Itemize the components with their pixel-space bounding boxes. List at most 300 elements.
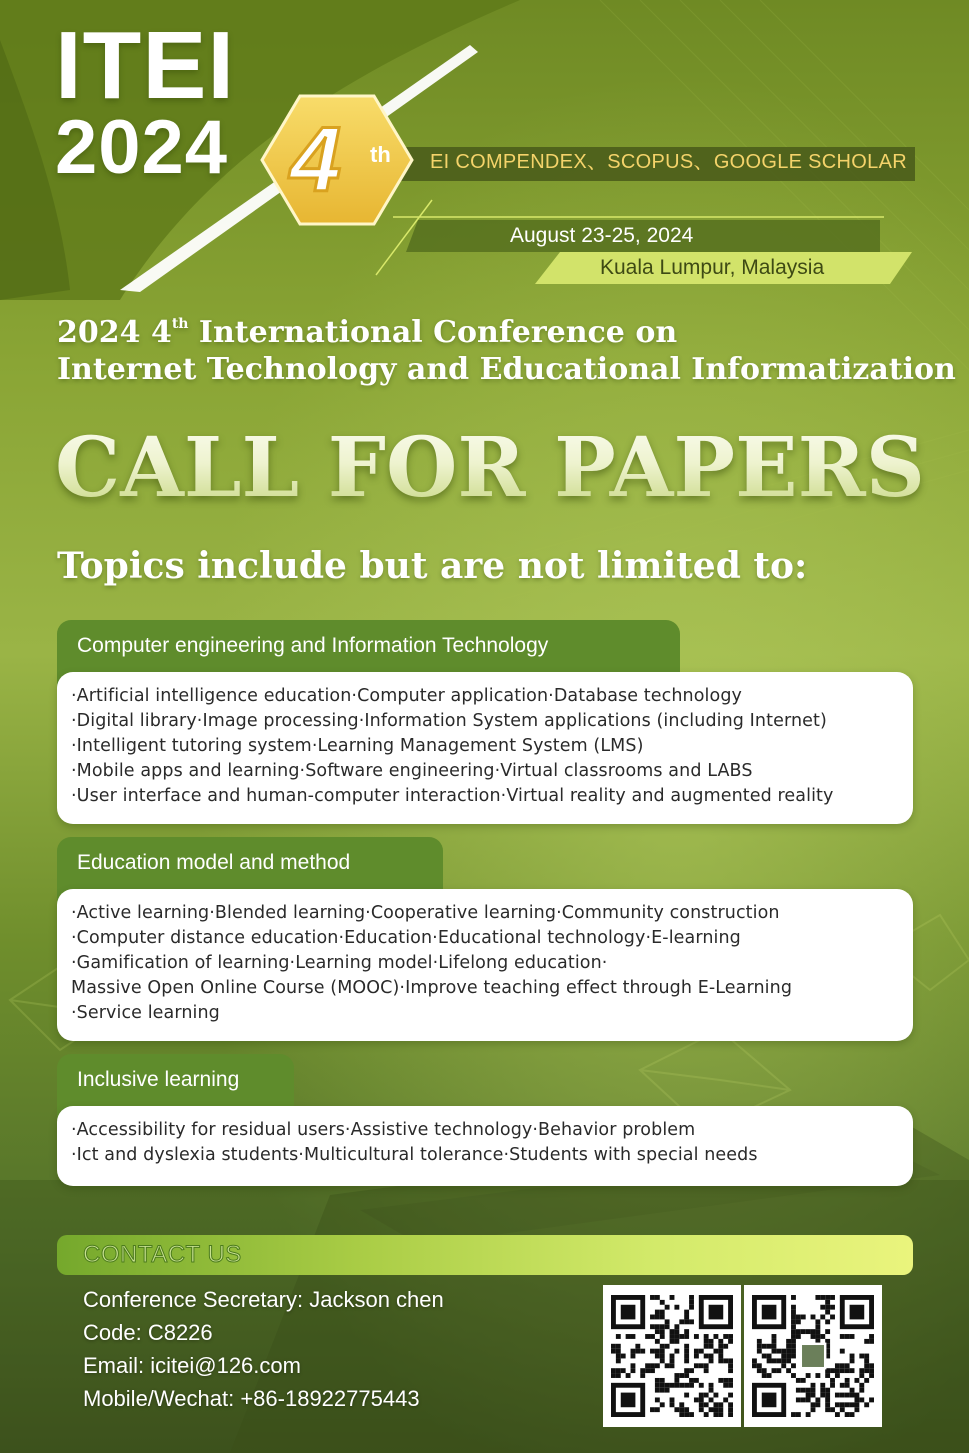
topic-line: ·Artificial intelligence education·Computer application·Database technology — [71, 686, 742, 706]
qr-module — [811, 1407, 816, 1412]
qr-module — [718, 1354, 723, 1359]
indexing-text: EI COMPENDEX、SCOPUS、GOOGLE SCHOLAR — [430, 151, 907, 173]
qr-module — [820, 1334, 825, 1339]
qr-module — [616, 1344, 621, 1349]
qr-module — [655, 1349, 660, 1354]
qr-module — [811, 1402, 816, 1407]
qr-module — [709, 1339, 714, 1344]
qr-module — [616, 1358, 621, 1363]
qr-module — [665, 1383, 670, 1388]
qr-module — [830, 1383, 835, 1388]
qr-module — [728, 1402, 733, 1407]
qr-module — [723, 1334, 728, 1339]
qr-module — [709, 1388, 714, 1393]
qr-module — [786, 1339, 791, 1344]
qr-module — [670, 1295, 675, 1300]
qr-module — [840, 1402, 845, 1407]
qr-module — [670, 1383, 675, 1388]
qr-module — [621, 1368, 626, 1373]
qr-module — [772, 1344, 777, 1349]
qr-module — [859, 1397, 864, 1402]
qr-module — [728, 1393, 733, 1398]
qr-module — [670, 1358, 675, 1363]
qr-module — [830, 1315, 835, 1320]
qr-module — [616, 1373, 621, 1378]
qr-module — [854, 1378, 859, 1383]
qr-module — [718, 1349, 723, 1354]
qr-module — [869, 1334, 874, 1339]
qr-module — [674, 1349, 679, 1354]
qr-module — [679, 1407, 684, 1412]
contact-email[interactable]: Email: icitei@126.com — [83, 1353, 301, 1378]
qr-module — [689, 1383, 694, 1388]
qr-module — [640, 1368, 645, 1373]
qr-module — [611, 1349, 616, 1354]
qr-module — [850, 1358, 855, 1363]
topics-intro: Topics include but are not limited to: — [57, 545, 808, 587]
qr-module — [611, 1344, 616, 1349]
contact-code: Code: C8226 — [83, 1320, 213, 1345]
qr-module — [840, 1349, 845, 1354]
qr-module — [845, 1393, 850, 1398]
qr-module — [811, 1383, 816, 1388]
qr-module — [825, 1305, 830, 1310]
qr-module — [713, 1407, 718, 1412]
qr-module — [684, 1310, 689, 1315]
qr-module — [611, 1373, 616, 1378]
qr-module — [718, 1358, 723, 1363]
qr-module — [640, 1373, 645, 1378]
qr-module — [791, 1324, 796, 1329]
topic-line: ·Digital library·Image processing·Information System applications (including Internet) — [71, 711, 827, 731]
qr-module — [684, 1315, 689, 1320]
qr-module — [684, 1319, 689, 1324]
qr-module — [718, 1344, 723, 1349]
qr-module — [718, 1378, 723, 1383]
qr-module — [645, 1368, 650, 1373]
qr-module — [728, 1363, 733, 1368]
qr-module — [820, 1383, 825, 1388]
qr-module — [684, 1368, 689, 1373]
qr-module — [825, 1310, 830, 1315]
qr-module — [704, 1368, 709, 1373]
qr-module — [864, 1363, 869, 1368]
qr-module — [650, 1334, 655, 1339]
qr-module — [635, 1344, 640, 1349]
qr-module — [845, 1402, 850, 1407]
qr-module — [665, 1305, 670, 1310]
qr-module — [713, 1393, 718, 1398]
qr-module — [699, 1397, 704, 1402]
edition-suffix: th — [370, 142, 391, 167]
qr-module — [864, 1354, 869, 1359]
conference-date: August 23-25, 2024 — [510, 224, 694, 247]
qr-module — [845, 1378, 850, 1383]
qr-module — [825, 1373, 830, 1378]
qr-module — [655, 1339, 660, 1344]
qr-module — [655, 1383, 660, 1388]
qr-module — [655, 1329, 660, 1334]
qr-module — [840, 1393, 845, 1398]
qr-module — [845, 1363, 850, 1368]
qr-module — [655, 1388, 660, 1393]
qr-module — [660, 1310, 665, 1315]
qr-module — [684, 1334, 689, 1339]
qr-module — [684, 1373, 689, 1378]
qr-module — [616, 1334, 621, 1339]
qr-module — [845, 1383, 850, 1388]
qr-module — [704, 1339, 709, 1344]
qr-finder — [621, 1305, 636, 1320]
qr-module — [854, 1393, 859, 1398]
qr-module — [815, 1295, 820, 1300]
qr-module — [679, 1373, 684, 1378]
qr-module — [815, 1324, 820, 1329]
qr-module — [801, 1388, 806, 1393]
qr-module — [679, 1383, 684, 1388]
qr-module — [786, 1344, 791, 1349]
qr-module — [859, 1383, 864, 1388]
qr-module — [631, 1368, 636, 1373]
qr-module — [850, 1368, 855, 1373]
qr-module — [650, 1349, 655, 1354]
topic-line: ·Ict and dyslexia students·Multicultural tolerance·Students with special needs — [71, 1145, 758, 1165]
qr-module — [796, 1334, 801, 1339]
qr-module — [825, 1397, 830, 1402]
qr-module — [864, 1339, 869, 1344]
qr-module — [660, 1354, 665, 1359]
qr-module — [674, 1407, 679, 1412]
qr-module — [850, 1402, 855, 1407]
topic-line: ·Intelligent tutoring system·Learning Management System (LMS) — [71, 736, 644, 756]
qr-module — [626, 1334, 631, 1339]
qr-module — [645, 1334, 650, 1339]
qr-module — [665, 1324, 670, 1329]
topic-line: Massive Open Online Course (MOOC)·Improve teaching effect through E-Learning — [71, 978, 793, 998]
qr-module — [806, 1412, 811, 1417]
qr-module — [689, 1368, 694, 1373]
qr-module — [791, 1295, 796, 1300]
qr-module — [728, 1334, 733, 1339]
qr-module — [796, 1412, 801, 1417]
qr-module — [704, 1344, 709, 1349]
topic-line: ·Active learning·Blended learning·Cooperative learning·Community construction — [71, 903, 780, 923]
section-box-education-model — [57, 889, 913, 1041]
qr-code-icon — [611, 1293, 733, 1419]
qr-module — [723, 1378, 728, 1383]
qr-module — [757, 1344, 762, 1349]
qr-module — [850, 1354, 855, 1359]
qr-module — [699, 1349, 704, 1354]
qr-module — [781, 1363, 786, 1368]
qr-module — [655, 1363, 660, 1368]
qr-module — [655, 1310, 660, 1315]
qr-finder — [621, 1393, 636, 1408]
qr-module — [840, 1363, 845, 1368]
qr-module — [611, 1368, 616, 1373]
qr-module — [820, 1388, 825, 1393]
qr-module — [718, 1412, 723, 1417]
qr-module — [660, 1402, 665, 1407]
qr-module — [845, 1368, 850, 1373]
qr-module — [660, 1388, 665, 1393]
qr-module — [762, 1373, 767, 1378]
qr-module — [679, 1412, 684, 1417]
qr-module — [674, 1305, 679, 1310]
conference-title-line2: Internet Technology and Educational Informatization — [57, 352, 956, 387]
qr-finder — [850, 1305, 865, 1320]
qr-module — [820, 1315, 825, 1320]
qr-module — [811, 1315, 816, 1320]
qr-module — [815, 1329, 820, 1334]
qr-module — [791, 1329, 796, 1334]
qr-module — [699, 1383, 704, 1388]
qr-module — [631, 1334, 636, 1339]
qr-module — [674, 1373, 679, 1378]
qr-module — [752, 1363, 757, 1368]
qr-module — [757, 1368, 762, 1373]
qr-module — [650, 1315, 655, 1320]
qr-module — [820, 1295, 825, 1300]
qr-module — [670, 1329, 675, 1334]
qr-module — [825, 1300, 830, 1305]
qr-module — [694, 1363, 699, 1368]
qr-center-logo — [801, 1344, 825, 1368]
qr-module — [767, 1373, 772, 1378]
topic-line: ·User interface and human-computer interaction·Virtual reality and augmented reality — [71, 786, 834, 806]
topic-line: ·Computer distance education·Education·Educational technology·E-learning — [71, 928, 741, 948]
section-heading: Computer engineering and Information Technology — [77, 634, 549, 657]
qr-module — [728, 1412, 733, 1417]
qr-module — [689, 1295, 694, 1300]
qr-module — [830, 1407, 835, 1412]
qr-finder — [709, 1305, 724, 1320]
qr-module — [806, 1329, 811, 1334]
qr-module — [674, 1383, 679, 1388]
qr-module — [704, 1412, 709, 1417]
qr-module — [786, 1368, 791, 1373]
qr-module — [718, 1402, 723, 1407]
qr-module — [781, 1349, 786, 1354]
qr-module — [699, 1402, 704, 1407]
qr-module — [801, 1378, 806, 1383]
qr-module — [728, 1339, 733, 1344]
qr-module — [786, 1358, 791, 1363]
qr-module — [815, 1373, 820, 1378]
qr-module — [718, 1339, 723, 1344]
qr-module — [684, 1354, 689, 1359]
qr-module — [660, 1315, 665, 1320]
qr-module — [655, 1295, 660, 1300]
qr-module — [854, 1407, 859, 1412]
qr-module — [694, 1349, 699, 1354]
qr-code-card[interactable] — [603, 1285, 741, 1427]
qr-module — [660, 1383, 665, 1388]
qr-module — [723, 1383, 728, 1388]
qr-module — [684, 1407, 689, 1412]
qr-module — [713, 1412, 718, 1417]
qr-module — [728, 1383, 733, 1388]
qr-module — [684, 1412, 689, 1417]
qr-module — [689, 1319, 694, 1324]
qr-module — [835, 1412, 840, 1417]
topic-line: ·Service learning — [71, 1003, 220, 1023]
qr-module — [655, 1354, 660, 1359]
qr-module — [786, 1354, 791, 1359]
qr-module — [781, 1358, 786, 1363]
qr-module — [674, 1334, 679, 1339]
qr-module — [854, 1397, 859, 1402]
qr-module — [723, 1344, 728, 1349]
qr-module — [786, 1349, 791, 1354]
qr-module — [674, 1324, 679, 1329]
qr-module — [665, 1388, 670, 1393]
contact-mobile: Mobile/Wechat: +86-18922775443 — [83, 1386, 420, 1411]
qr-module — [830, 1378, 835, 1383]
qr-module — [835, 1368, 840, 1373]
title-year-edition: 2024 4 — [57, 315, 172, 350]
qr-module — [757, 1339, 762, 1344]
qr-module — [869, 1373, 874, 1378]
qr-module — [709, 1397, 714, 1402]
call-for-papers-heading: CALL FOR PAPERS — [55, 420, 925, 516]
qr-module — [704, 1363, 709, 1368]
qr-module — [650, 1368, 655, 1373]
contact-heading: CONTACT US — [83, 1241, 242, 1268]
qr-module — [621, 1354, 626, 1359]
qr-module — [713, 1349, 718, 1354]
qr-module — [791, 1349, 796, 1354]
qr-module — [791, 1319, 796, 1324]
qr-module — [650, 1407, 655, 1412]
qr-module — [825, 1407, 830, 1412]
qr-module — [830, 1305, 835, 1310]
qr-module — [776, 1368, 781, 1373]
qr-module — [840, 1368, 845, 1373]
qr-module — [830, 1295, 835, 1300]
qr-module — [650, 1295, 655, 1300]
qr-module — [645, 1363, 650, 1368]
qr-module — [757, 1363, 762, 1368]
qr-code-card[interactable] — [744, 1285, 882, 1427]
qr-module — [850, 1334, 855, 1339]
qr-module — [689, 1300, 694, 1305]
qr-module — [859, 1373, 864, 1378]
qr-module — [825, 1295, 830, 1300]
qr-module — [801, 1329, 806, 1334]
qr-module — [806, 1393, 811, 1398]
qr-module — [835, 1393, 840, 1398]
qr-module — [616, 1368, 621, 1373]
qr-module — [791, 1315, 796, 1320]
qr-module — [840, 1407, 845, 1412]
qr-module — [665, 1344, 670, 1349]
qr-module — [660, 1329, 665, 1334]
qr-module — [660, 1378, 665, 1383]
qr-module — [762, 1368, 767, 1373]
qr-module — [791, 1412, 796, 1417]
qr-module — [796, 1397, 801, 1402]
qr-module — [674, 1329, 679, 1334]
qr-module — [845, 1334, 850, 1339]
qr-module — [655, 1407, 660, 1412]
qr-module — [835, 1373, 840, 1378]
qr-module — [694, 1397, 699, 1402]
qr-module — [660, 1344, 665, 1349]
qr-module — [815, 1319, 820, 1324]
qr-module — [850, 1388, 855, 1393]
qr-module — [694, 1354, 699, 1359]
qr-module — [850, 1393, 855, 1398]
qr-module — [859, 1368, 864, 1373]
qr-module — [820, 1393, 825, 1398]
qr-module — [811, 1393, 816, 1398]
qr-module — [859, 1388, 864, 1393]
qr-module — [713, 1402, 718, 1407]
qr-module — [709, 1407, 714, 1412]
qr-module — [684, 1358, 689, 1363]
qr-module — [791, 1334, 796, 1339]
qr-module — [859, 1354, 864, 1359]
qr-module — [830, 1368, 835, 1373]
qr-module — [791, 1373, 796, 1378]
qr-module — [806, 1388, 811, 1393]
qr-module — [772, 1339, 777, 1344]
qr-module — [704, 1354, 709, 1359]
qr-module — [728, 1368, 733, 1373]
qr-module — [704, 1402, 709, 1407]
qr-module — [835, 1363, 840, 1368]
qr-module — [616, 1349, 621, 1354]
qr-module — [670, 1334, 675, 1339]
qr-module — [791, 1354, 796, 1359]
qr-module — [665, 1363, 670, 1368]
qr-module — [709, 1358, 714, 1363]
qr-module — [728, 1407, 733, 1412]
qr-module — [820, 1305, 825, 1310]
qr-module — [694, 1378, 699, 1383]
qr-module — [674, 1378, 679, 1383]
qr-module — [616, 1354, 621, 1359]
qr-module — [650, 1324, 655, 1329]
qr-finder — [762, 1305, 777, 1320]
qr-module — [670, 1339, 675, 1344]
qr-module — [776, 1349, 781, 1354]
qr-module — [674, 1339, 679, 1344]
qr-module — [679, 1334, 684, 1339]
qr-module — [679, 1319, 684, 1324]
qr-module — [825, 1402, 830, 1407]
qr-module — [840, 1334, 845, 1339]
qr-module — [655, 1378, 660, 1383]
qr-module — [684, 1344, 689, 1349]
qr-module — [670, 1354, 675, 1359]
qr-module — [728, 1358, 733, 1363]
qr-module — [699, 1363, 704, 1368]
qr-module — [655, 1397, 660, 1402]
qr-module — [772, 1349, 777, 1354]
qr-module — [781, 1354, 786, 1359]
qr-module — [728, 1378, 733, 1383]
qr-module — [864, 1358, 869, 1363]
qr-module — [699, 1407, 704, 1412]
qr-module — [640, 1349, 645, 1354]
topic-line: ·Mobile apps and learning·Software engineering·Virtual classrooms and LABS — [71, 761, 753, 781]
qr-module — [665, 1319, 670, 1324]
qr-module — [815, 1334, 820, 1339]
qr-module — [689, 1305, 694, 1310]
qr-module — [864, 1378, 869, 1383]
